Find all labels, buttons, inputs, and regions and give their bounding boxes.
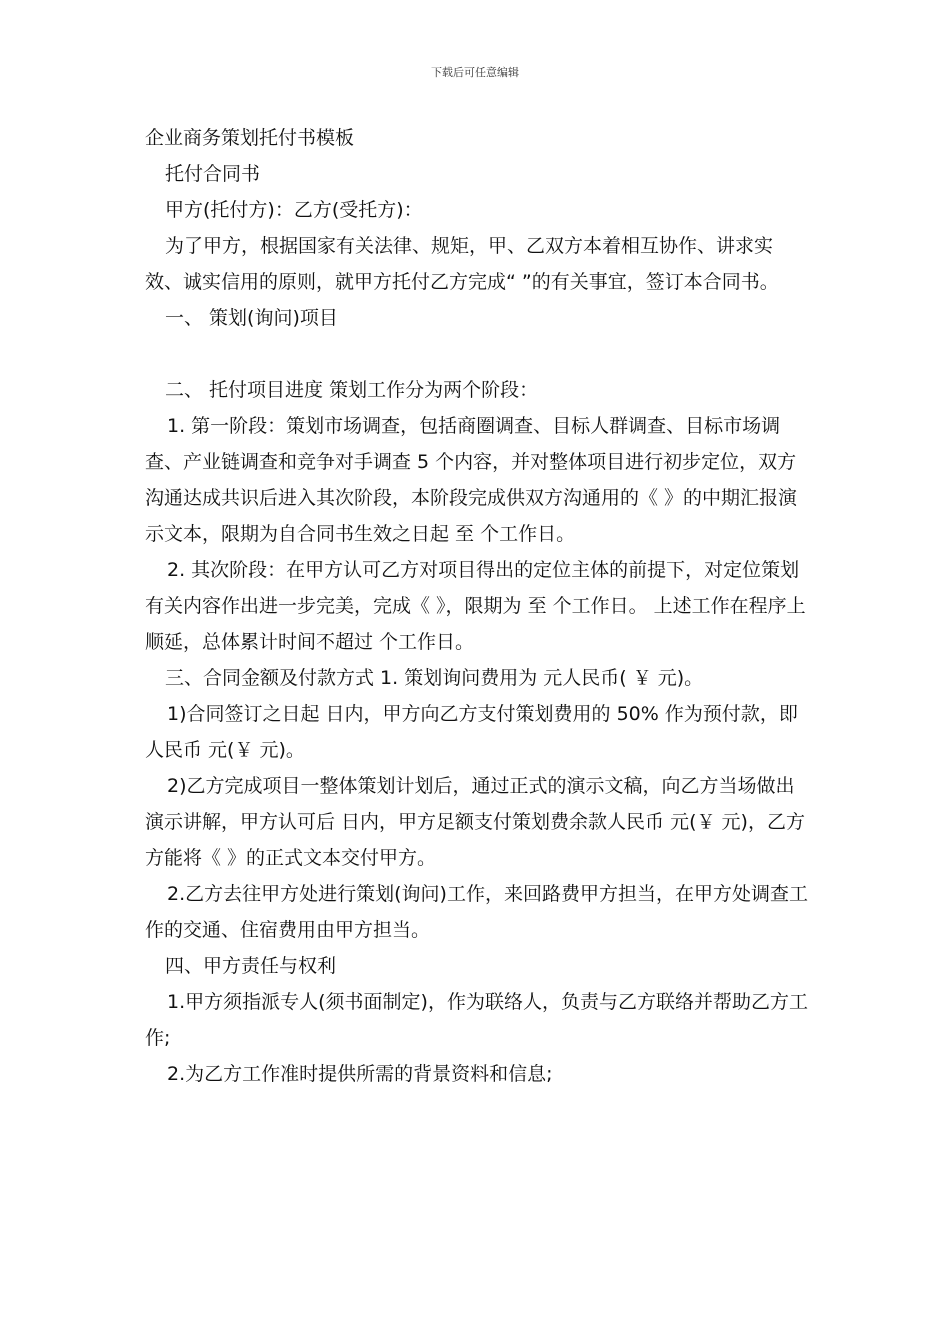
section-heading-duties: 四、甲方责任与权利: [165, 955, 337, 977]
section-heading-payment: 三、合同金额及付款方式 1. 策划询问费用为 元人民币( ￥ 元)。: [165, 667, 704, 689]
payment-item-2: 2)乙方完成项目一整体策划计划后，通过正式的演示文稿，向乙方当场做出演示讲解，甲方认可后 日内，甲方足额支付策划费余款人民币 元(￥ 元)，乙方方能将《 》的正式文本交付甲方。: [145, 775, 805, 869]
document-subtitle: 托付合同书: [165, 163, 261, 185]
stage-one-paragraph: 1. 第一阶段：策划市场调查，包括商圈调查、目标人群调查、目标市场调查、产业链调查和竞争对手调查 5 个内容，并对整体项目进行初步定位，双方沟通达成共识后进入其次阶段，本阶段完成供双方沟通用的《 》的中期汇报演示文本，限期为自合同书生效之日起 至 个工作日。: [145, 415, 798, 545]
page-header: 下载后可任意编辑: [431, 66, 519, 79]
parties-line: 甲方(托付方)：乙方(受托方)：: [165, 199, 423, 221]
document-title: 企业商务策划托付书模板: [145, 127, 355, 149]
payment-item-1: 1)合同签订之日起 日内，甲方向乙方支付策划费用的 50% 作为预付款，即人民币 元(￥ 元)。: [145, 703, 798, 761]
document-body: [145, 120, 810, 1092]
section-heading-project: 一、 策划(询问)项目: [165, 307, 338, 329]
section-heading-progress: 二、 托付项目进度 策划工作分为两个阶段：: [165, 379, 539, 401]
blank-line: [145, 336, 810, 372]
intro-paragraph: 为了甲方，根据国家有关法律、规矩，甲、乙双方本着相互协作、讲求实效、诚实信用的原则，就甲方托付乙方完成“ ”的有关事宜，签订本合同书。: [145, 235, 779, 293]
duty-item-2: 2.为乙方工作准时提供所需的背景资料和信息;: [167, 1063, 553, 1085]
stage-two-paragraph: 2. 其次阶段：在甲方认可乙方对项目得出的定位主体的前提下，对定位策划有关内容作出进一步完美，完成《 》，限期为 至 个工作日。 上述工作在程序上顺延，总体累计时间不超过 个工作日。: [145, 559, 806, 653]
travel-expense-paragraph: 2.乙方去往甲方处进行策划(询问)工作，来回路费甲方担当，在甲方处调查工作的交通、住宿费用由甲方担当。: [145, 883, 808, 941]
duty-item-1: 1.甲方须指派专人(须书面制定)，作为联络人，负责与乙方联络并帮助乙方工作;: [145, 991, 808, 1049]
